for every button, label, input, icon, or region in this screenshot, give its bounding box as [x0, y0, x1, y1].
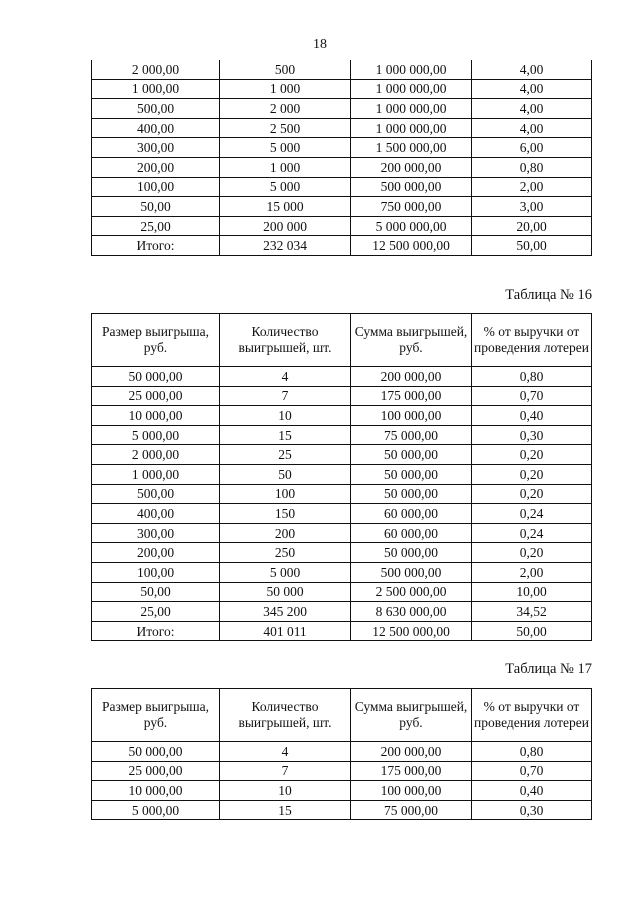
table-row — [92, 543, 592, 563]
header-prize-sum: Сумма выигрышей, руб. — [351, 314, 472, 367]
cell-revenue-percent: 20,00 — [472, 216, 592, 236]
cell-prize-count: 5 000 — [220, 562, 351, 582]
table-row — [92, 79, 592, 99]
cell-prize-count: 1 000 — [220, 157, 351, 177]
cell-revenue-percent: 6,00 — [472, 138, 592, 158]
header-prize-size: Размер выигрыша, руб. — [92, 689, 220, 742]
cell-prize-size: 200,00 — [92, 157, 220, 177]
page-number: 18 — [313, 37, 327, 52]
cell-prize-sum: 175 000,00 — [351, 386, 472, 406]
cell-prize-sum: 1 500 000,00 — [351, 138, 472, 158]
table-row — [92, 621, 592, 641]
cell-prize-count: 500 — [220, 60, 351, 79]
cell-prize-size: 100,00 — [92, 562, 220, 582]
table-row — [92, 464, 592, 484]
cell-prize-sum: 200 000,00 — [351, 157, 472, 177]
cell-prize-count: 2 500 — [220, 118, 351, 138]
table-row — [92, 157, 592, 177]
cell-prize-count: 7 — [220, 761, 351, 781]
table-row — [92, 367, 592, 387]
header-prize-count: Количество выигрышей, шт. — [220, 314, 351, 367]
prize-table-17 — [91, 688, 592, 820]
cell-prize-size: 25 000,00 — [92, 761, 220, 781]
table-row — [92, 99, 592, 119]
table-row — [92, 197, 592, 217]
table-row — [92, 236, 592, 256]
cell-prize-sum: 175 000,00 — [351, 761, 472, 781]
cell-prize-count: 150 — [220, 504, 351, 524]
cell-prize-sum: 75 000,00 — [351, 425, 472, 445]
cell-prize-count: 10 — [220, 781, 351, 801]
cell-revenue-percent: 3,00 — [472, 197, 592, 217]
cell-revenue-percent: 0,20 — [472, 445, 592, 465]
cell-prize-size: 5 000,00 — [92, 800, 220, 820]
cell-prize-sum: 50 000,00 — [351, 543, 472, 563]
cell-prize-count: 50 000 — [220, 582, 351, 602]
cell-revenue-percent: 0,20 — [472, 484, 592, 504]
cell-prize-count: 7 — [220, 386, 351, 406]
cell-revenue-percent: 10,00 — [472, 582, 592, 602]
cell-prize-count: 25 — [220, 445, 351, 465]
cell-revenue-percent: 0,20 — [472, 543, 592, 563]
cell-prize-size: 50,00 — [92, 197, 220, 217]
cell-prize-count: 401 011 — [220, 621, 351, 641]
cell-prize-count: 50 — [220, 464, 351, 484]
cell-prize-sum: 200 000,00 — [351, 367, 472, 387]
table-row — [92, 138, 592, 158]
table-row — [92, 504, 592, 524]
table-row — [92, 742, 592, 762]
table-row — [92, 177, 592, 197]
table-row — [92, 562, 592, 582]
cell-prize-sum: 5 000 000,00 — [351, 216, 472, 236]
cell-prize-size: 300,00 — [92, 138, 220, 158]
table-row — [92, 406, 592, 426]
cell-revenue-percent: 2,00 — [472, 562, 592, 582]
header-revenue-percent: % от выручки от проведения лотереи — [472, 314, 592, 367]
cell-revenue-percent: 0,40 — [472, 406, 592, 426]
cell-prize-count: 4 — [220, 742, 351, 762]
cell-prize-count: 15 — [220, 425, 351, 445]
cell-prize-count: 15 — [220, 800, 351, 820]
table-row — [92, 216, 592, 236]
cell-prize-size: 25,00 — [92, 602, 220, 622]
cell-prize-size: 50,00 — [92, 582, 220, 602]
cell-prize-sum: 1 000 000,00 — [351, 60, 472, 79]
table-row — [92, 781, 592, 801]
cell-prize-size: 1 000,00 — [92, 79, 220, 99]
cell-revenue-percent: 0,24 — [472, 523, 592, 543]
table-row — [92, 602, 592, 622]
cell-prize-count: 1 000 — [220, 79, 351, 99]
cell-prize-sum: 60 000,00 — [351, 504, 472, 524]
cell-revenue-percent: 0,30 — [472, 425, 592, 445]
table-row — [92, 484, 592, 504]
cell-prize-count: 2 000 — [220, 99, 351, 119]
cell-prize-size: 400,00 — [92, 504, 220, 524]
cell-revenue-percent: 0,30 — [472, 800, 592, 820]
cell-revenue-percent: 50,00 — [472, 621, 592, 641]
cell-prize-sum: 12 500 000,00 — [351, 621, 472, 641]
cell-prize-size: 2 000,00 — [92, 60, 220, 79]
cell-revenue-percent: 0,70 — [472, 386, 592, 406]
cell-prize-sum: 8 630 000,00 — [351, 602, 472, 622]
cell-prize-size: 25,00 — [92, 216, 220, 236]
cell-prize-size: 25 000,00 — [92, 386, 220, 406]
table-row — [92, 118, 592, 138]
cell-prize-size: 2 000,00 — [92, 445, 220, 465]
cell-prize-size: 300,00 — [92, 523, 220, 543]
table-row — [92, 523, 592, 543]
cell-prize-size: 50 000,00 — [92, 742, 220, 762]
cell-revenue-percent: 0,80 — [472, 742, 592, 762]
table-row — [92, 425, 592, 445]
cell-prize-size: 10 000,00 — [92, 781, 220, 801]
table-row — [92, 800, 592, 820]
cell-prize-sum: 500 000,00 — [351, 562, 472, 582]
cell-prize-sum: 1 000 000,00 — [351, 79, 472, 99]
cell-prize-count: 5 000 — [220, 138, 351, 158]
cell-revenue-percent: 2,00 — [472, 177, 592, 197]
table-row — [92, 60, 592, 79]
cell-prize-count: 15 000 — [220, 197, 351, 217]
table-17-caption: Таблица № 17 — [505, 661, 592, 677]
cell-prize-sum: 75 000,00 — [351, 800, 472, 820]
cell-revenue-percent: 0,80 — [472, 367, 592, 387]
cell-prize-sum: 1 000 000,00 — [351, 118, 472, 138]
cell-prize-size: 500,00 — [92, 99, 220, 119]
table-row — [92, 386, 592, 406]
cell-revenue-percent: 0,40 — [472, 781, 592, 801]
cell-prize-size: 50 000,00 — [92, 367, 220, 387]
cell-revenue-percent: 0,20 — [472, 464, 592, 484]
cell-revenue-percent: 4,00 — [472, 118, 592, 138]
cell-prize-size: Итого: — [92, 621, 220, 641]
cell-prize-count: 10 — [220, 406, 351, 426]
cell-prize-count: 100 — [220, 484, 351, 504]
cell-revenue-percent: 4,00 — [472, 99, 592, 119]
cell-prize-count: 4 — [220, 367, 351, 387]
cell-prize-count: 5 000 — [220, 177, 351, 197]
cell-prize-sum: 1 000 000,00 — [351, 99, 472, 119]
cell-prize-size: 1 000,00 — [92, 464, 220, 484]
cell-prize-count: 232 034 — [220, 236, 351, 256]
cell-prize-count: 250 — [220, 543, 351, 563]
cell-revenue-percent: 0,80 — [472, 157, 592, 177]
cell-prize-count: 200 — [220, 523, 351, 543]
header-prize-size: Размер выигрыша, руб. — [92, 314, 220, 367]
cell-prize-sum: 2 500 000,00 — [351, 582, 472, 602]
cell-prize-size: 400,00 — [92, 118, 220, 138]
cell-revenue-percent: 34,52 — [472, 602, 592, 622]
cell-prize-size: 10 000,00 — [92, 406, 220, 426]
prize-table-16 — [91, 313, 592, 641]
cell-prize-sum: 50 000,00 — [351, 445, 472, 465]
table-16-caption: Таблица № 16 — [505, 287, 592, 303]
cell-revenue-percent: 4,00 — [472, 79, 592, 99]
prize-table-continued — [91, 60, 592, 256]
header-prize-sum: Сумма выигрышей, руб. — [351, 689, 472, 742]
table-row — [92, 761, 592, 781]
table-header-row — [92, 689, 592, 742]
cell-prize-sum: 12 500 000,00 — [351, 236, 472, 256]
table-row — [92, 582, 592, 602]
cell-revenue-percent: 0,24 — [472, 504, 592, 524]
header-revenue-percent: % от выручки от проведения лотереи — [472, 689, 592, 742]
cell-prize-sum: 100 000,00 — [351, 406, 472, 426]
cell-revenue-percent: 0,70 — [472, 761, 592, 781]
table-row — [92, 445, 592, 465]
cell-prize-count: 200 000 — [220, 216, 351, 236]
cell-revenue-percent: 50,00 — [472, 236, 592, 256]
cell-prize-sum: 200 000,00 — [351, 742, 472, 762]
cell-revenue-percent: 4,00 — [472, 60, 592, 79]
cell-prize-size: Итого: — [92, 236, 220, 256]
cell-prize-size: 5 000,00 — [92, 425, 220, 445]
cell-prize-sum: 500 000,00 — [351, 177, 472, 197]
cell-prize-size: 500,00 — [92, 484, 220, 504]
cell-prize-sum: 50 000,00 — [351, 484, 472, 504]
cell-prize-count: 345 200 — [220, 602, 351, 622]
cell-prize-size: 100,00 — [92, 177, 220, 197]
cell-prize-sum: 60 000,00 — [351, 523, 472, 543]
header-prize-count: Количество выигрышей, шт. — [220, 689, 351, 742]
cell-prize-sum: 100 000,00 — [351, 781, 472, 801]
cell-prize-sum: 750 000,00 — [351, 197, 472, 217]
cell-prize-sum: 50 000,00 — [351, 464, 472, 484]
table-header-row — [92, 314, 592, 367]
cell-prize-size: 200,00 — [92, 543, 220, 563]
